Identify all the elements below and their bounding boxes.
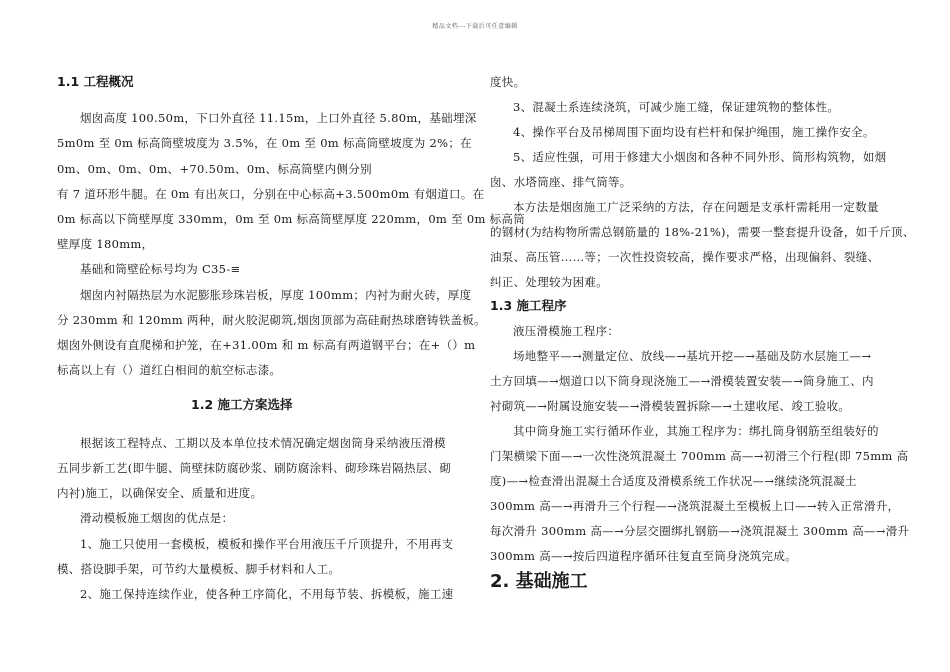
paragraph-line: 的钢材(为结构物所需总钢筋量的 18%-21%)，需要一整套提升设备，如千斤顶、: [490, 225, 915, 239]
paragraph-line: 纠正、处理较为困难。: [490, 275, 608, 289]
paragraph-line: 300mm 高—→按后四道程序循环往复直至筒身浇筑完成。: [490, 549, 797, 563]
paragraph-line: 液压滑模施工程序：: [513, 324, 620, 338]
section-heading-1-2: 1.2 施工方案选择: [191, 397, 293, 412]
paragraph-line: 本方法是烟囱施工广泛采纳的方法，存在问题是支承杆需耗用一定数量: [513, 200, 879, 214]
paragraph-line: 烟囱高度 100.50m，下口外直径 11.15m，上口外直径 5.80m，基础埋深: [80, 111, 477, 125]
paragraph-line: 度)—→检查滑出混凝土合适度及滑模系统工作状况—→继续浇筑混凝土: [490, 474, 857, 488]
paragraph-line: 2、施工保持连续作业，使各种工序简化，不用每节装、拆模板，施工速: [80, 587, 454, 601]
paragraph-line: 有 7 道环形牛腿。在 0m 有出灰口，分别在中心标高+3.500m0m 有烟道口。在: [57, 187, 485, 201]
paragraph-line: 壁厚度 180mm，: [57, 237, 154, 251]
paragraph-line: 分 230mm 和 120mm 两种，耐火胶泥砌筑,烟囱顶部为高硅耐热球磨铸铁盖板。: [57, 313, 486, 327]
paragraph-line: 滑动模板施工烟囱的优点是：: [80, 511, 234, 525]
paragraph-line: 5、适应性强，可用于修建大小烟囱和各种不同外形、筒形构筑物，如烟: [513, 150, 887, 164]
chapter-heading-2: 2. 基础施工: [490, 571, 588, 592]
paragraph-line: 土方回填—→烟道口以下筒身现浇施工—→滑模装置安装—→筒身施工、内: [490, 374, 874, 388]
paragraph-line: 4、操作平台及吊梯周围下面均设有栏杆和保护绳围，施工操作安全。: [513, 125, 875, 139]
paragraph-line: 烟囱内衬隔热层为水泥膨胀珍珠岩板，厚度 100mm；内衬为耐火砖，厚度: [80, 288, 472, 302]
paragraph-line: 五同步新工艺(即牛腿、筒壁抹防腐砂浆、刷防腐涂料、砌珍珠岩隔热层、砌: [57, 461, 452, 475]
section-heading-1-1: 1.1 工程概况: [57, 74, 134, 89]
paragraph-line: 门架横梁下面—→一次性浇筑混凝土 700mm 高—→初滑三个行程(即 75mm 高: [490, 449, 909, 463]
paragraph-line: 每次滑升 300mm 高—→分层交圈绑扎钢筋—→浇筑混凝土 300mm 高—→滑升: [490, 524, 910, 538]
paragraph-line: 0m 标高以下筒壁厚度 330mm，0m 至 0m 标高筒壁厚度 220mm，0m 至 0m 标高筒: [57, 212, 526, 226]
paragraph-line: 场地整平—→测量定位、放线—→基坑开挖—→基础及防水层施工—→: [513, 349, 872, 363]
paragraph-line: 烟囱外侧设有直爬梯和护笼，在+31.00m 和 m 标高有两道钢平台；在+（）m: [57, 338, 476, 352]
paragraph-line: 3、混凝土系连续浇筑，可减少施工缝，保证建筑物的整体性。: [513, 100, 840, 114]
paragraph-line: 油泵、高压管……等；一次性投资较高，操作要求严格，出现偏斜、裂缝、: [490, 250, 880, 264]
paragraph-line: 300mm 高—→再滑升三个行程—→浇筑混凝土至模板上口—→转入正常滑升，: [490, 499, 900, 513]
paragraph-line: 囱、水塔筒座、排气筒等。: [490, 175, 632, 189]
paragraph-line: 标高以上有（）道红白相间的航空标志漆。: [57, 363, 282, 377]
paragraph-line: 其中筒身施工实行循环作业，其施工程序为：绑扎筒身钢筋至组装好的: [513, 424, 879, 438]
paragraph-line: 度快。: [490, 75, 526, 89]
section-heading-1-3: 1.3 施工程序: [490, 298, 567, 313]
paragraph-line: 根据该工程特点、工期以及本单位技术情况确定烟囱筒身采纳液压滑模: [80, 436, 446, 450]
paragraph-line: 5m0m 至 0m 标高筒壁坡度为 3.5%，在 0m 至 0m 标高筒壁坡度为 2%；在: [57, 136, 472, 150]
paragraph-line: 0m、0m、0m、0m、+70.50m、0m、标高筒壁内侧分别: [57, 162, 372, 176]
document-header-note: 精品文档---下载后可任意编辑: [432, 23, 518, 30]
paragraph-line: 模、搭设脚手架，可节约大量模板、脚手材料和人工。: [57, 562, 341, 576]
paragraph-line: 内衬)施工，以确保安全、质量和进度。: [57, 486, 263, 500]
paragraph-line: 基础和筒壁砼标号均为 C35-≡: [80, 262, 241, 276]
paragraph-line: 衬砌筑—→附属设施安装—→滑模装置拆除—→土建收尾、竣工验收。: [490, 399, 851, 413]
paragraph-line: 1、施工只使用一套模板，模板和操作平台用液压千斤顶提升，不用再支: [80, 537, 454, 551]
